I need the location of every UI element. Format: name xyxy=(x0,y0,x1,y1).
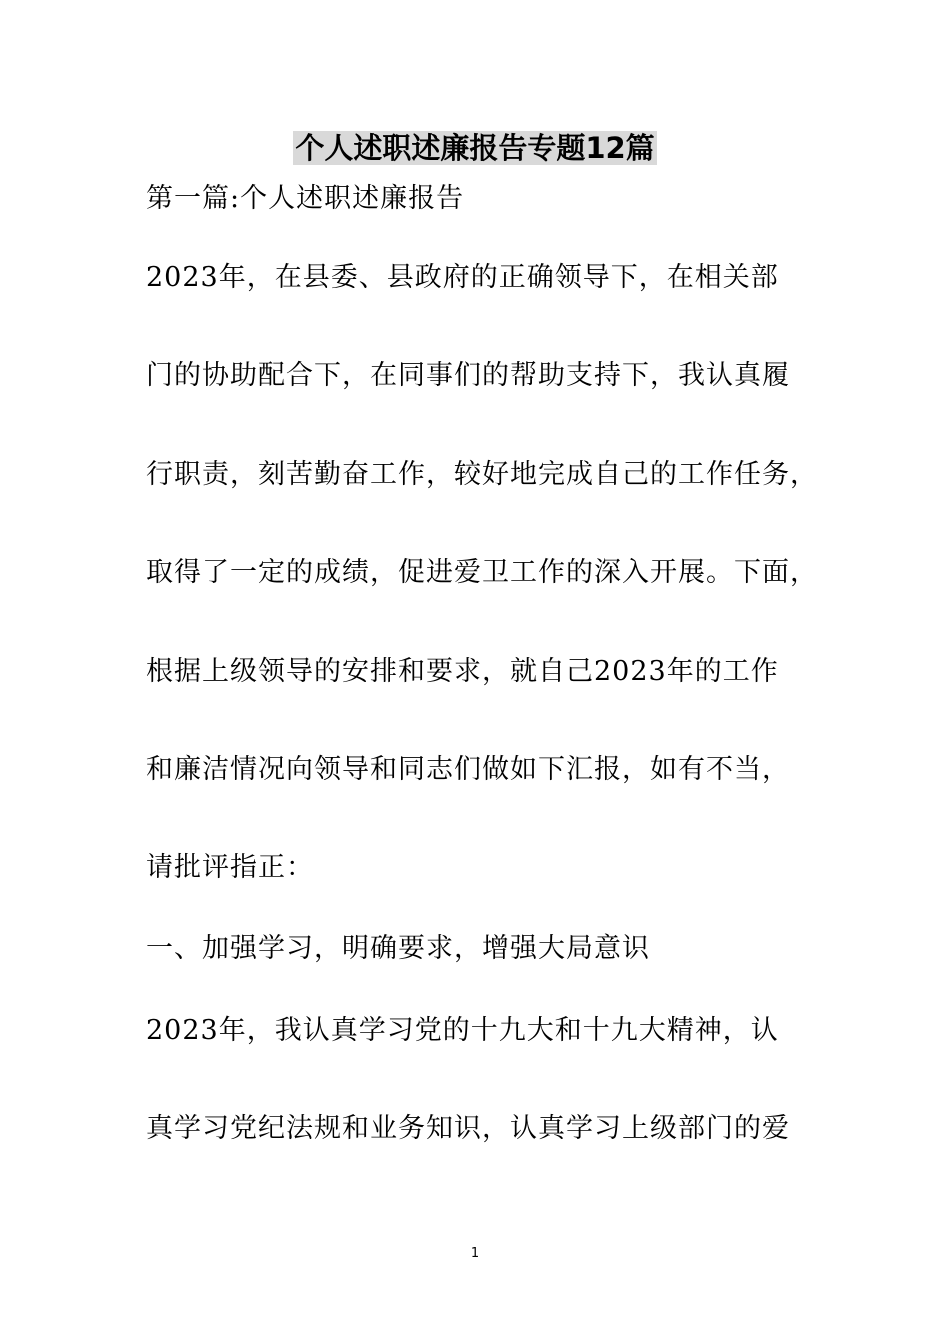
paragraph-line: 真学习党纪法规和业务知识，认真学习上级部门的爱 xyxy=(146,1113,790,1144)
paragraph-line: 行职责，刻苦勤奋工作，较好地完成自己的工作任务， xyxy=(146,459,818,490)
paragraph-line: 2023年，在县委、县政府的正确领导下，在相关部 xyxy=(146,262,779,293)
paragraph-line: 根据上级领导的安排和要求，就自己2023年的工作 xyxy=(146,656,779,687)
paragraph-line: 取得了一定的成绩，促进爱卫工作的深入开展。下面， xyxy=(146,557,818,588)
paragraph-line: 门的协助配合下，在同事们的帮助支持下，我认真履 xyxy=(146,360,790,391)
section-heading: 一、加强学习，明确要求，增强大局意识 xyxy=(146,933,650,964)
document-subtitle: 第一篇:个人述职述廉报告 xyxy=(146,183,465,214)
paragraph-line: 请批评指正： xyxy=(146,852,314,883)
paragraph-line: 和廉洁情况向领导和同志们做如下汇报，如有不当， xyxy=(146,754,790,785)
page-number: 1 xyxy=(470,1246,480,1261)
document-title-text: 个人述职述廉报告专题12篇 xyxy=(295,131,655,165)
document-title xyxy=(0,128,950,168)
paragraph-line: 2023年，我认真学习党的十九大和十九大精神，认 xyxy=(146,1015,779,1046)
